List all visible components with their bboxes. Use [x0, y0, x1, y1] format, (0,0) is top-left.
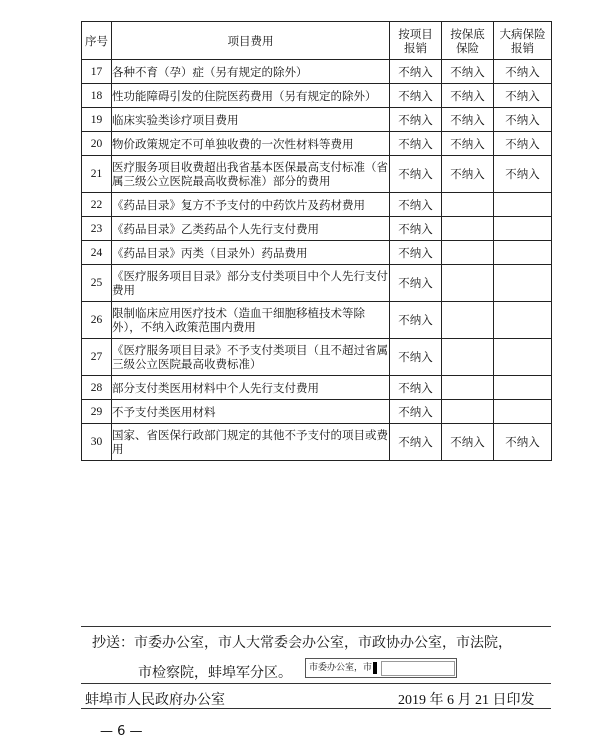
row-critical-illness-insurance — [494, 376, 552, 400]
row-project-reimbursement: 不纳入 — [390, 339, 442, 376]
row-floor-insurance — [442, 217, 494, 241]
row-project-reimbursement: 不纳入 — [390, 400, 442, 424]
row-critical-illness-insurance — [494, 217, 552, 241]
header-floor-insurance — [442, 22, 494, 60]
header-col3-line1: 大病保险 — [499, 26, 546, 41]
row-number: 23 — [82, 217, 112, 241]
cc-line-2: 市检察院，蚌埠军分区。 — [138, 665, 292, 681]
row-project-reimbursement: 不纳入 — [390, 217, 442, 241]
row-number: 18 — [82, 84, 112, 108]
row-number: 30 — [82, 424, 112, 461]
row-floor-insurance — [442, 400, 494, 424]
row-number: 28 — [82, 376, 112, 400]
row-item: 《医疗服务项目目录》不予支付类项目（且不超过省属三级公立医院最高收费标准） — [112, 339, 390, 376]
table-row — [82, 339, 552, 376]
row-number: 17 — [82, 60, 112, 84]
expense-table — [81, 21, 552, 461]
row-project-reimbursement: 不纳入 — [390, 132, 442, 156]
table-row — [82, 424, 552, 461]
table-row — [82, 241, 552, 265]
row-project-reimbursement: 不纳入 — [390, 302, 442, 339]
row-item: 部分支付类医用材料中个人先行支付费用 — [112, 376, 390, 400]
row-critical-illness-insurance: 不纳入 — [494, 60, 552, 84]
table-row — [82, 132, 552, 156]
row-number: 19 — [82, 108, 112, 132]
row-number: 21 — [82, 156, 112, 193]
row-item: 《药品目录》复方不予支付的中药饮片及药材费用 — [112, 193, 390, 217]
row-critical-illness-insurance: 不纳入 — [494, 84, 552, 108]
row-floor-insurance: 不纳入 — [442, 60, 494, 84]
table-row — [82, 156, 552, 193]
header-col2-line1: 按保底 — [450, 26, 485, 41]
row-critical-illness-insurance: 不纳入 — [494, 108, 552, 132]
row-item: 临床实验类诊疗项目费用 — [112, 108, 390, 132]
row-number: 22 — [82, 193, 112, 217]
header-no: 序号 — [82, 22, 112, 60]
row-item: 《药品目录》乙类药品个人先行支付费用 — [112, 217, 390, 241]
row-project-reimbursement: 不纳入 — [390, 156, 442, 193]
table-row — [82, 193, 552, 217]
row-floor-insurance: 不纳入 — [442, 84, 494, 108]
row-project-reimbursement: 不纳入 — [390, 60, 442, 84]
overlay-text: 市委办公室，市 — [309, 663, 373, 673]
table-row — [82, 84, 552, 108]
row-critical-illness-insurance — [494, 265, 552, 302]
row-item: 国家、省医保行政部门规定的其他不予支付的项目或费用 — [112, 424, 390, 461]
issue-date: 2019 年 6 月 21 日印发 — [398, 693, 535, 708]
row-floor-insurance — [442, 241, 494, 265]
overlay-input[interactable] — [381, 661, 455, 676]
table-row — [82, 376, 552, 400]
header-col1-line2: 报销 — [404, 40, 427, 55]
text-edit-overlay[interactable] — [305, 658, 457, 678]
header-critical-illness-insurance — [494, 22, 552, 60]
table-header-row — [82, 22, 552, 60]
row-critical-illness-insurance — [494, 193, 552, 217]
row-project-reimbursement: 不纳入 — [390, 193, 442, 217]
row-item: 限制临床应用医疗技术（造血干细胞移植技术等除外），不纳入政策范围内费用 — [112, 302, 390, 339]
row-critical-illness-insurance — [494, 339, 552, 376]
row-critical-illness-insurance — [494, 241, 552, 265]
row-item: 医疗服务项目收费超出我省基本医保最高支付标准（省属三级公立医院最高收费标准）部分的费用 — [112, 156, 390, 193]
row-critical-illness-insurance — [494, 400, 552, 424]
row-floor-insurance: 不纳入 — [442, 424, 494, 461]
page-number: — 6 — — [100, 724, 143, 739]
cc-line-1: 抄送：市委办公室，市人大常委会办公室，市政协办公室，市法院， — [92, 635, 512, 651]
row-floor-insurance: 不纳入 — [442, 108, 494, 132]
row-number: 24 — [82, 241, 112, 265]
row-item: 《医疗服务项目目录》部分支付类项目中个人先行支付费用 — [112, 265, 390, 302]
row-floor-insurance: 不纳入 — [442, 156, 494, 193]
row-item: 《药品目录》丙类（目录外）药品费用 — [112, 241, 390, 265]
row-critical-illness-insurance: 不纳入 — [494, 424, 552, 461]
row-project-reimbursement: 不纳入 — [390, 241, 442, 265]
row-critical-illness-insurance: 不纳入 — [494, 156, 552, 193]
issuer: 蚌埠市人民政府办公室 — [85, 692, 225, 708]
row-number: 29 — [82, 400, 112, 424]
row-floor-insurance — [442, 193, 494, 217]
row-item: 不予支付类医用材料 — [112, 400, 390, 424]
table-row — [82, 265, 552, 302]
header-col1-line1: 按项目 — [398, 26, 433, 41]
row-floor-insurance — [442, 339, 494, 376]
header-col3-line2: 报销 — [511, 40, 534, 55]
row-project-reimbursement: 不纳入 — [390, 424, 442, 461]
row-floor-insurance — [442, 265, 494, 302]
header-project-reimbursement — [390, 22, 442, 60]
footer-top-rule — [81, 626, 551, 627]
row-number: 27 — [82, 339, 112, 376]
table-row — [82, 217, 552, 241]
footer-bottom-rule — [81, 708, 551, 709]
row-floor-insurance — [442, 376, 494, 400]
table-row — [82, 400, 552, 424]
row-project-reimbursement: 不纳入 — [390, 108, 442, 132]
header-item: 项目费用 — [112, 22, 390, 60]
table-row — [82, 108, 552, 132]
row-item: 性功能障碍引发的住院医药费用（另有规定的除外） — [112, 84, 390, 108]
row-floor-insurance: 不纳入 — [442, 132, 494, 156]
row-item: 各种不育（孕）症（另有规定的除外） — [112, 60, 390, 84]
header-col2-line2: 保险 — [456, 40, 479, 55]
row-number: 25 — [82, 265, 112, 302]
row-project-reimbursement: 不纳入 — [390, 376, 442, 400]
row-floor-insurance — [442, 302, 494, 339]
table-row — [82, 302, 552, 339]
row-project-reimbursement: 不纳入 — [390, 84, 442, 108]
row-number: 20 — [82, 132, 112, 156]
row-item: 物价政策规定不可单独收费的一次性材料等费用 — [112, 132, 390, 156]
footer-middle-rule — [81, 683, 551, 684]
row-critical-illness-insurance — [494, 302, 552, 339]
text-cursor — [373, 662, 377, 674]
table-row — [82, 60, 552, 84]
row-critical-illness-insurance: 不纳入 — [494, 132, 552, 156]
row-number: 26 — [82, 302, 112, 339]
row-project-reimbursement: 不纳入 — [390, 265, 442, 302]
